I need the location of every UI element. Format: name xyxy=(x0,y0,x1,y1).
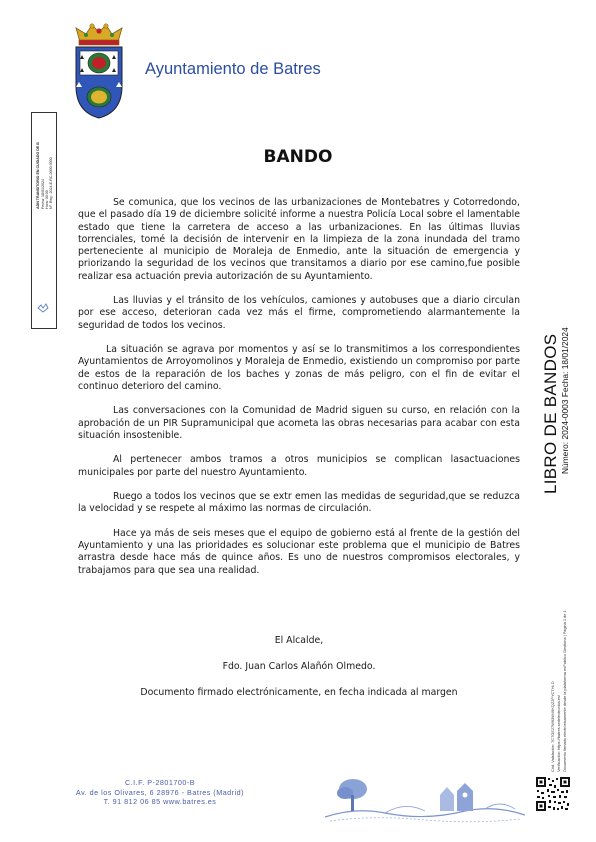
footer-contact: T. 91 812 06 85 www.batres.es xyxy=(103,797,217,807)
platform-note: Documento firmado electrónicamente desde la plataforma esPublico Gestiona | Página 1 de 1 xyxy=(562,610,567,772)
document-title: BANDO xyxy=(263,147,333,167)
body-paragraph: Las conversaciones con la Comunidad de Madrid siguen su curso, en relación con la aprobación de un PIR Supramunicipal que acometa las obras necesarias para acabar con esta situación insostenible. xyxy=(78,405,520,441)
town-name: Ayuntamiento de Batres xyxy=(145,60,321,78)
landscape-illustration xyxy=(325,765,525,823)
document-body xyxy=(78,197,520,589)
qr-code xyxy=(535,776,571,812)
signer-role: El Alcalde, xyxy=(274,635,324,646)
body-paragraph: Las lluvias y el tránsito de los vehículos, camiones y autobuses que a diario circulan por ese acceso, deterioran cada vez más el firme, comprometiendo alarmantemente la seguridad de todos los vecinos. xyxy=(78,295,520,331)
body-paragraph: La situación se agrava por momentos y así se lo transmitimos a los correspondientes Ayuntamientos de Arroyomolinos y Moraleja de Enmedio, existiendo un compromiso por parte de estos de la reparación de los baches y zonas de más peligro, con el fin de evitar el continuo deterioro del camino. xyxy=(78,344,520,392)
register-meta: Número: 2024-0003 Fecha: 18/01/2024 xyxy=(560,327,570,474)
body-paragraph: Se comunica, que los vecinos de las urbanizaciones de Montebatres y Cotorredondo, que el pasado día 19 de diciembre solicité informe a nuestra Policía Local sobre el lamentable estado que tiene la carretera de acceso a las urbanizaciones. En las últimas lluvias torrenciales, tomé la decisión de intervenir en la limpieza de la zona inundada del tramo perteneciente al municipio de Moraleja de Enmedio, ante la situación de emergencia y priorizando la seguridad de los vecinos que transitamos a diario por ese camino,fue posible realizar esa actuación previa autorización de su Ayuntamiento. xyxy=(78,197,520,282)
footer-address-line: Av. de los Olivares, 6 28976 - Batres (Madrid) xyxy=(75,787,245,797)
registry-stamp-line: Nº. Reg.: 2024-E-RC-0000 0000 xyxy=(49,157,53,209)
footer-address xyxy=(60,778,260,807)
signature-note: Documento firmado electrónicamente, en fecha indicada al margen xyxy=(140,687,458,698)
footer-cif: C.I.F. P-2801700-B xyxy=(124,778,196,787)
body-paragraph: Al pertenecer ambos tramos a otros municipios se complican lasactuaciones municipales por parte del nuestro Ayuntamiento. xyxy=(78,454,520,478)
registry-stamp-line: Hora: 00:00 xyxy=(45,190,49,209)
register-title: LIBRO DE BANDOS xyxy=(541,333,560,494)
body-paragraph: Ruego a todos los vecinos que se extr emen las medidas de seguridad,que se reduzca la velocidad y se respete al máximo las normas de circulación. xyxy=(78,491,520,515)
signature-block xyxy=(78,634,520,712)
registry-stamp-line: Fecha: 18/01/2024 xyxy=(41,179,45,209)
validation-code: Cód. Validación: 7C7GE27W93W49KQZ2PYCTHLD xyxy=(550,681,555,772)
stamp-emblem-icon xyxy=(37,303,49,313)
coat-of-arms-logo xyxy=(70,22,128,120)
registry-stamp-line: ADN TRANSITORIO EN CUIDADO DE B xyxy=(36,142,40,209)
signer-name: Fdo. Juan Carlos Alañón Olmedo. xyxy=(222,661,376,672)
registry-stamp-box xyxy=(31,112,57,329)
verification-url: Verificación: https://batres.sedelectronica.es/ xyxy=(556,695,561,772)
body-paragraph: Hace ya más de seis meses que el equipo de gobierno está al frente de la gestión del Ayuntamiento y una las prioridades es solucionar este problema que el municipio de Batres arrastra desde hace más de quince años. Es uno de nuestros compromisos electorales, y trabajamos para que sea una realidad. xyxy=(78,527,520,576)
